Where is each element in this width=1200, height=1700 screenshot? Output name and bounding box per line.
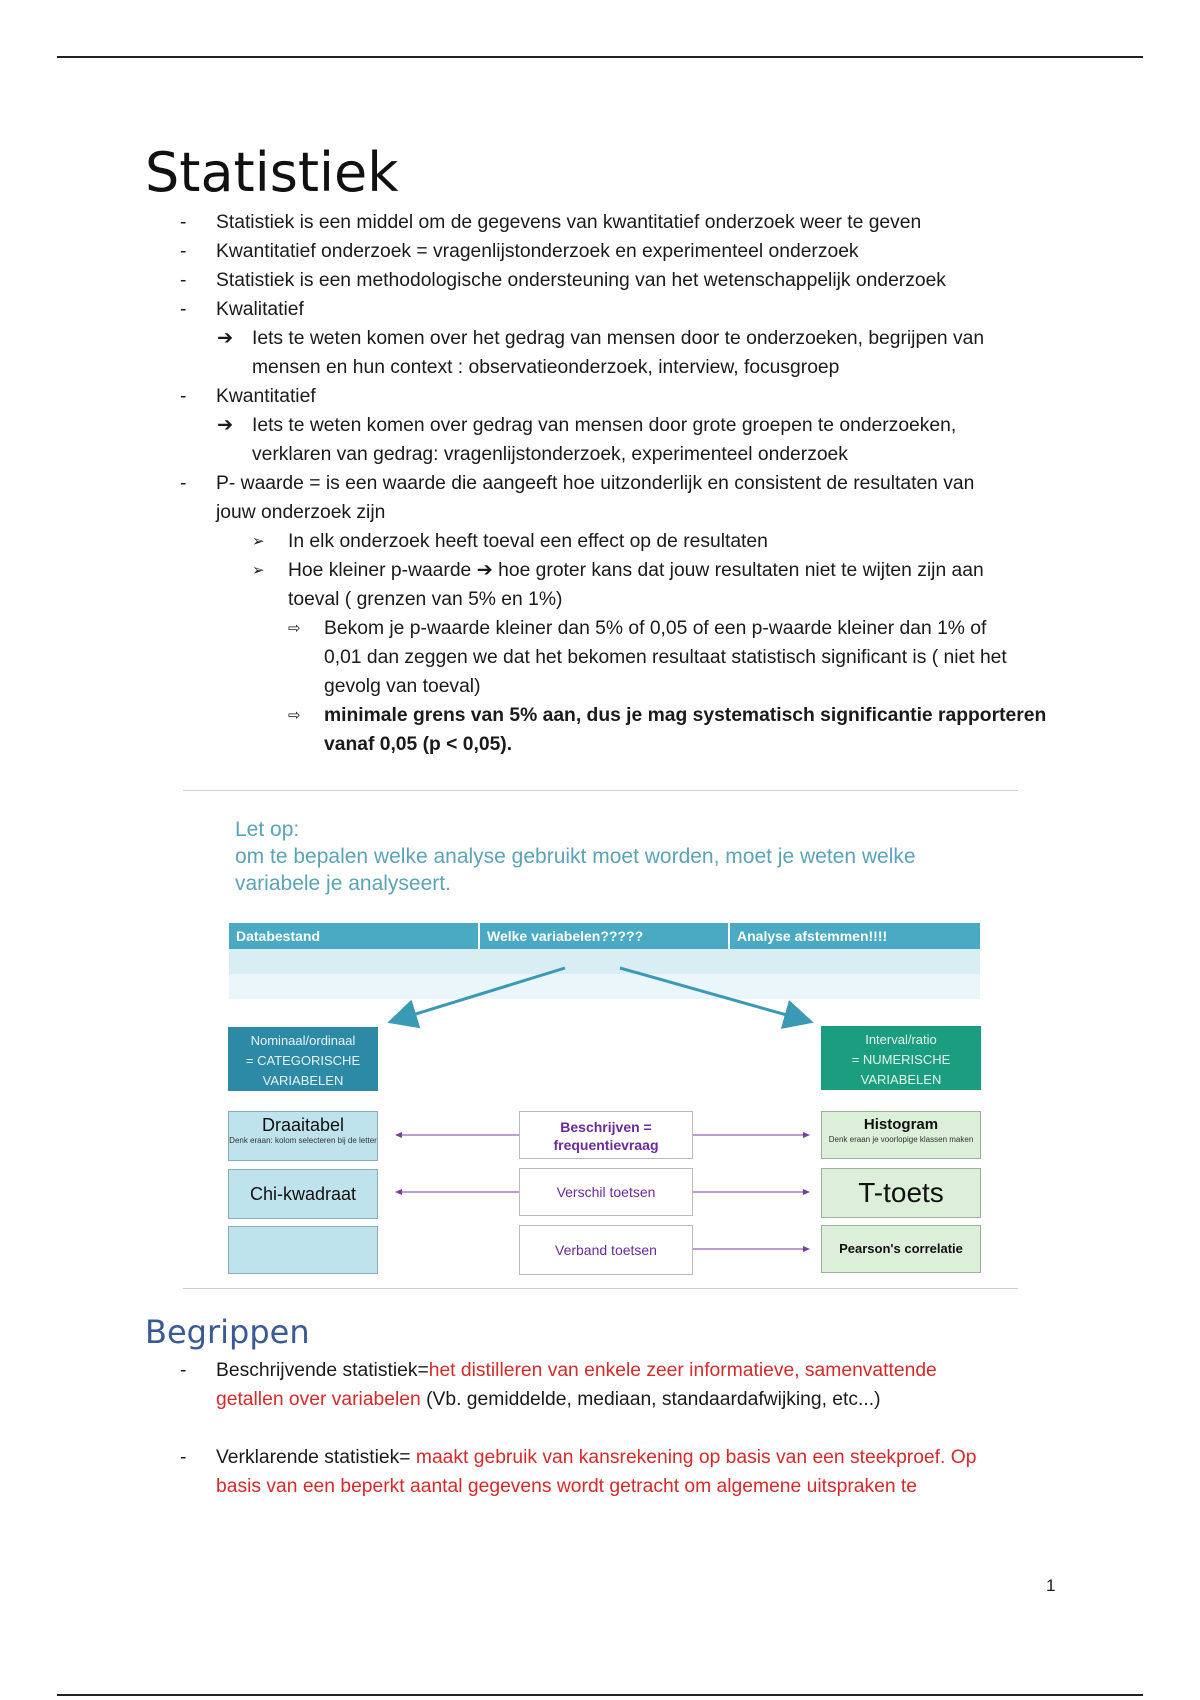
arrowhead-bullet-icon: ➢	[252, 562, 265, 579]
page-title: Statistiek	[145, 141, 399, 204]
pearson-box: Pearson's correlatie	[821, 1225, 981, 1273]
list-item: - Kwantitatief onderzoek = vragenlijstonderzoek en experimenteel onderzoek	[180, 241, 859, 262]
subsub-item: ⇨ minimale grens van 5% aan, dus je mag systematisch significantie rapporteren	[145, 701, 1050, 730]
outline-arrow-icon: ⇨	[288, 620, 301, 637]
header-variabelen: Welke variabelen?????	[480, 923, 728, 949]
draaitabel-box: Draaitabel Denk eraan: kolom selecteren bij de letter	[228, 1111, 378, 1161]
verband-box: Verband toetsen	[519, 1225, 693, 1275]
subsub-item: ⇨ Bekom je p-waarde kleiner dan 5% of 0,05 of een p-waarde kleiner dan 1% of	[145, 614, 1050, 643]
bottom-rule	[57, 1694, 1143, 1696]
verschil-box: Verschil toetsen	[519, 1168, 693, 1216]
empty-box	[228, 1226, 378, 1274]
analysis-diagram	[183, 790, 1018, 1289]
list-item: - Kwalitatief	[180, 299, 304, 320]
histogram-box: Histogram Denk eraan je voorlopige klassen maken	[821, 1111, 981, 1159]
header-analyse: Analyse afstemmen!!!!	[730, 923, 980, 949]
arrow-right-icon: ➔	[476, 560, 493, 581]
sub-item: ➢ In elk onderzoek heeft toeval een effect op de resultaten	[145, 527, 1050, 556]
top-rule	[57, 56, 1143, 58]
list-item: - Kwantitatief	[180, 386, 316, 407]
list-item: - P- waarde = is een waarde die aangeeft hoe uitzonderlijk en consistent de resultaten van	[180, 473, 975, 494]
begrippen-section: Begrippen - Beschrijvende statistiek=het distilleren van enkele zeer informatieve, samenvattende getallen over variabelen (Vb. gemiddelde, mediaan, standaardafwijking, etc...) - Verklarende statistiek= maakt gebruik van kansrekening op basis van een steekproef. Op basis van een beperkt aantal gegevens wordt getracht om algemene uitspraken te	[145, 1310, 1050, 1501]
list-item: - Beschrijvende statistiek=het distilleren van enkele zeer informatieve, samenvattende	[180, 1360, 937, 1381]
page-content: Statistiek - Statistiek is een middel om de gegevens van kwantitatief onderzoek weer te geven - Kwantitatief onderzoek = vragenlijstonderzoek en experimenteel onderzoek - Statistiek is een methodologische ondersteuning van het wetenschappelijk onderzoek - Kwalitatief ➔ Iets te weten komen over het gedrag van mensen door te onderzoeken, begrijpen van mensen en hun context : observatieonderzoek, interview, focusgroep - Kwantitatief ➔ Iets te weten komen over gedrag van mensen door grote groepen te onderzoeken, verklaren van gedrag: vragenlijstonderzoek, experimenteel onderzoek - P- waarde = is een waarde die aangeeft hoe uitzonderlijk en consistent de resultaten van jouw onderzoek zijn ➢ In elk onderzoek heeft toeval een effect op de resultaten ➢ Hoe kleiner p-waarde ➔ hoe groter kans dat jouw resultaten niet te wijten zijn aan toeval ( grenzen van 5% en 1%) ⇨ Bekom je p-waarde kleiner dan 5% of 0,05 of een p-waarde kleiner dan 1% of 0,01 dan zeggen we dat het bekomen resultaat statistisch significant is ( niet het gevolg van toeval) ⇨ minimale grens van 5% aan, dus je mag systematisch significantie rapporteren vanaf 0,05 (p < 0,05).	[145, 138, 1050, 759]
categorical-box: Nominaal/ordinaal = CATEGORISCHE VARIABELEN	[228, 1027, 378, 1091]
arrow-right-icon: ➔	[217, 415, 234, 436]
t-toets-box: T-toets	[821, 1168, 981, 1218]
header-databestand: Databestand	[229, 923, 478, 949]
list-item: - Statistiek is een middel om de gegevens van kwantitatief onderzoek weer te geven	[180, 212, 922, 233]
list-item: - Statistiek is een methodologische ondersteuning van het wetenschappelijk onderzoek	[180, 270, 946, 291]
arrow-right-icon: ➔	[217, 328, 234, 349]
outline-arrow-icon: ⇨	[288, 707, 301, 724]
arrow-item: ➔ Iets te weten komen over gedrag van mensen door grote groepen te onderzoeken,	[145, 411, 1050, 440]
chi-kwadraat-box: Chi-kwadraat	[228, 1169, 378, 1219]
sub-item: ➢ Hoe kleiner p-waarde ➔ hoe groter kans dat jouw resultaten niet te wijten zijn aan	[145, 556, 1050, 585]
section-title: Begrippen	[145, 1313, 310, 1351]
letop-note: Let op: om te bepalen welke analyse gebruikt moet worden, moet je weten welke variabele je analyseert.	[235, 818, 916, 895]
beschrijven-box: Beschrijven = frequentievraag	[519, 1111, 693, 1159]
arrowhead-bullet-icon: ➢	[252, 533, 265, 550]
page-number: 1	[1046, 1576, 1056, 1595]
numeric-box: Interval/ratio = NUMERISCHE VARIABELEN	[821, 1026, 981, 1090]
list-item: - Verklarende statistiek= maakt gebruik van kansrekening op basis van een steekproef. Op	[180, 1447, 977, 1468]
arrow-item: ➔ Iets te weten komen over het gedrag van mensen door te onderzoeken, begrijpen van	[145, 324, 1050, 353]
